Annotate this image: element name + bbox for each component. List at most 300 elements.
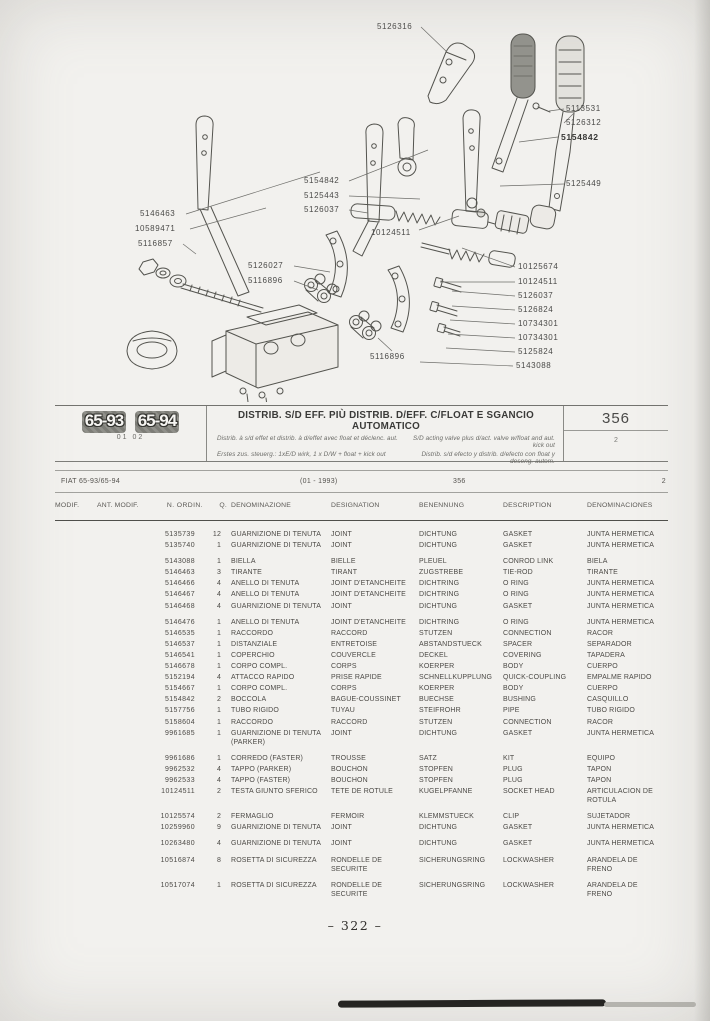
- cell-it: ANELLO DI TENUTA: [231, 618, 300, 626]
- cell-fr: ENTRETOISE: [331, 640, 378, 648]
- column-header: DENOMINACIONES: [587, 502, 653, 509]
- cell-de: STOPFEN: [419, 776, 453, 784]
- cell-de: DICHTUNG: [419, 531, 458, 538]
- cell-ant: [97, 651, 155, 660]
- column-header: DENOMINAZIONE: [231, 502, 291, 509]
- cell-q: 1: [216, 651, 221, 659]
- cell-modif: [55, 729, 97, 747]
- table-row: [55, 568, 668, 577]
- cell-n: 5146468: [164, 602, 195, 610]
- cell-q: 2: [216, 813, 221, 821]
- cell-es: JUNTA HERMETICA: [587, 542, 655, 550]
- part-number-callout: 5125449: [566, 179, 602, 188]
- cell-en: CLIP: [503, 813, 520, 821]
- cell-n: 10517074: [160, 881, 195, 889]
- cell-en: GASKET: [503, 602, 533, 610]
- cell-fr: CORPS: [331, 685, 357, 693]
- cell-modif: [55, 839, 97, 848]
- cell-it: DISTANZIALE: [231, 640, 278, 648]
- cell-modif: [55, 881, 97, 899]
- cell-de: DICHTRING: [419, 618, 460, 626]
- part-number-callout: 5143088: [516, 361, 552, 370]
- cell-ant: [97, 754, 155, 763]
- cell-fr: JOINT: [331, 531, 352, 538]
- cell-modif: [55, 718, 97, 727]
- part-number-callout: 5126037: [304, 205, 340, 214]
- cell-ant: [97, 729, 155, 747]
- cell-fr: TIRANT: [331, 569, 358, 577]
- cell-it: CORPO COMPL.: [231, 685, 288, 693]
- cell-fr: JOINT D'ETANCHEITE: [331, 591, 406, 599]
- cell-fr: COUVERCLE: [331, 651, 376, 659]
- subtitle-fr: Distrib. à s/d effet et distrib. à d/effet avec float et déclenc. aut.: [217, 435, 398, 442]
- cell-modif: [55, 765, 97, 774]
- table-row: [55, 579, 668, 588]
- cell-en: CONNECTION: [503, 629, 552, 637]
- table-row: [55, 640, 668, 649]
- cell-modif: [55, 812, 97, 821]
- cell-en: BODY: [503, 663, 524, 671]
- cell-fr: BOUCHON: [331, 776, 368, 784]
- cell-it: COPERCHIO: [231, 651, 275, 659]
- cell-ant: [97, 823, 155, 832]
- cell-q: 9: [216, 824, 221, 832]
- cell-fr: CORPS: [331, 663, 357, 671]
- cell-q: 1: [216, 542, 221, 550]
- cell-es: CUERPO: [587, 663, 618, 671]
- table-row: [55, 839, 668, 848]
- diagram-line-art: [0, 0, 710, 402]
- part-number-callout: 5125443: [304, 191, 340, 200]
- cell-q: 1: [216, 881, 221, 889]
- table-row: [55, 530, 668, 539]
- edition-small: 2: [661, 478, 666, 485]
- cell-ant: [97, 640, 155, 649]
- cell-en: PLUG: [503, 776, 523, 784]
- cell-ant: [97, 557, 155, 566]
- subtitle-de: Erstes zus. steuerg.: 1xE/D wirk, 1 x D/W + float + kick out: [217, 451, 386, 458]
- cell-modif: [55, 856, 97, 874]
- cell-modif: [55, 823, 97, 832]
- cell-it: RACCORDO: [231, 629, 274, 637]
- table-row: [55, 729, 668, 747]
- cell-n: 5157756: [164, 707, 195, 715]
- cell-es: ARANDELA DE FRENO: [587, 856, 638, 873]
- part-number-callout: 10125674: [518, 262, 559, 271]
- cell-ant: [97, 530, 155, 539]
- cell-n: 5154667: [164, 685, 195, 693]
- cell-es: EMPALME RAPIDO: [587, 674, 652, 682]
- column-header: MODIF.: [55, 502, 80, 509]
- model-code-stencil: 65-93: [82, 411, 126, 433]
- cell-ant: [97, 812, 155, 821]
- cell-it: BIELLA: [231, 558, 256, 566]
- cell-es: TUBO RIGIDO: [587, 707, 635, 715]
- cell-en: BODY: [503, 685, 524, 693]
- part-number-callout: 5125824: [518, 347, 554, 356]
- table-row: [55, 590, 668, 599]
- edition-number: 2: [614, 437, 618, 444]
- part-number-callout: 5116896: [248, 276, 283, 285]
- cell-en: PIPE: [503, 707, 520, 715]
- cell-es: CASQUILLO: [587, 696, 629, 704]
- table-row: [55, 787, 668, 805]
- part-number-callout: 5154842: [304, 176, 340, 185]
- model-label: FIAT 65-93/65-94: [61, 478, 121, 485]
- cell-modif: [55, 590, 97, 599]
- cell-de: SICHERUNGSRING: [419, 881, 486, 889]
- cell-modif: [55, 673, 97, 682]
- part-number-callout: 5116896: [370, 352, 405, 361]
- cell-ant: [97, 706, 155, 715]
- table-row: [55, 765, 668, 774]
- cell-ant: [97, 629, 155, 638]
- cell-ant: [97, 602, 155, 611]
- column-header: DESCRIPTION: [503, 502, 552, 509]
- cell-fr: TROUSSE: [331, 754, 366, 762]
- cell-q: 2: [216, 696, 221, 704]
- cell-it: GUARNIZIONE DI TENUTA: [231, 602, 322, 610]
- cell-ant: [97, 776, 155, 785]
- cell-ant: [97, 673, 155, 682]
- subtitle-es: Distrib. s/d efecto y distrib. d/efecto con float y deseng. autom.: [421, 451, 555, 465]
- cell-en: GASKET: [503, 824, 533, 832]
- cell-n: 9961685: [164, 729, 195, 737]
- cell-n: 9962532: [164, 765, 195, 773]
- cell-n: 5158604: [164, 718, 195, 726]
- part-number-callout: 10734301: [518, 333, 559, 342]
- cell-q: 1: [216, 707, 221, 715]
- cell-ant: [97, 568, 155, 577]
- cell-en: PLUG: [503, 765, 523, 773]
- cell-it: GUARNIZIONE DI TENUTA: [231, 531, 322, 538]
- cell-it: ROSETTA DI SICUREZZA: [231, 881, 317, 889]
- cell-it: ANELLO DI TENUTA: [231, 591, 300, 599]
- cell-q: 4: [216, 674, 221, 682]
- cell-modif: [55, 776, 97, 785]
- cell-ant: [97, 579, 155, 588]
- cell-es: EQUIPO: [587, 754, 616, 762]
- table-row: [55, 881, 668, 899]
- cell-modif: [55, 557, 97, 566]
- cell-n: 5135739: [164, 531, 195, 538]
- cell-en: KIT: [503, 754, 515, 762]
- cell-en: SPACER: [503, 640, 533, 648]
- cell-q: 1: [216, 640, 221, 648]
- part-number-callout: 5126027: [248, 261, 284, 270]
- cell-es: TAPON: [587, 765, 612, 773]
- cell-ant: [97, 787, 155, 805]
- cell-fr: BOUCHON: [331, 765, 368, 773]
- scan-artifact-bar-light: [604, 1002, 696, 1007]
- cell-n: 5143088: [164, 558, 195, 566]
- cell-n: 10259960: [160, 824, 195, 832]
- cell-fr: JOINT: [331, 824, 352, 832]
- column-header: BENENNUNG: [419, 502, 465, 509]
- cell-fr: RONDELLE DE SECURITE: [331, 856, 383, 873]
- part-number-callout: 5126824: [518, 305, 554, 314]
- cell-it: GUARNIZIONE DI TENUTA (PARKER): [231, 729, 321, 746]
- cell-q: 4: [216, 580, 221, 588]
- model-code-sub: 01 02: [116, 433, 145, 441]
- cell-modif: [55, 602, 97, 611]
- scan-artifact-bar: [338, 999, 606, 1007]
- cell-n: 10124511: [161, 788, 195, 796]
- part-number-callout: 5154842: [561, 132, 599, 142]
- column-header: ANT. MODIF.: [97, 502, 139, 509]
- cell-modif: [55, 640, 97, 649]
- table-row: [55, 812, 668, 821]
- subtitle-en: S/D acting valve plus d/act. valve w/float and aut. kick out: [413, 435, 555, 449]
- cell-fr: TETE DE ROTULE: [331, 788, 393, 796]
- table-row: [55, 706, 668, 715]
- cell-de: KUGELPFANNE: [419, 788, 473, 796]
- cell-fr: JOINT D'ETANCHEITE: [331, 580, 406, 588]
- cell-it: CORREDO (FASTER): [231, 754, 304, 762]
- cell-it: CORPO COMPL.: [231, 663, 288, 671]
- cell-es: ARTICULACION DE ROTULA: [587, 788, 653, 805]
- cell-n: 5146535: [164, 629, 195, 637]
- table-row: [55, 618, 668, 627]
- cell-q: 12: [212, 531, 221, 538]
- part-number-callout: 10124511: [518, 277, 558, 286]
- part-number-callout: 5126037: [518, 291, 554, 300]
- cell-n: 5154842: [164, 696, 195, 704]
- cell-q: 1: [216, 618, 221, 626]
- table-row: [55, 856, 668, 874]
- cell-de: DICHTUNG: [419, 729, 458, 737]
- part-number-callout: 10734301: [518, 319, 559, 328]
- cell-en: O RING: [503, 580, 529, 588]
- cell-n: 10516874: [160, 856, 195, 864]
- cell-es: JUNTA HERMETICA: [587, 591, 655, 599]
- cell-ant: [97, 839, 155, 848]
- model-code-stencil: 65-94: [135, 411, 179, 433]
- cell-it: TAPPO (FASTER): [231, 776, 291, 784]
- cell-n: 5135740: [164, 542, 195, 550]
- cell-fr: JOINT D'ETANCHEITE: [331, 618, 406, 626]
- cell-modif: [55, 629, 97, 638]
- table-row: [55, 754, 668, 763]
- table-row: [55, 602, 668, 611]
- cell-it: ATTACCO RAPIDO: [231, 674, 295, 682]
- cell-en: LOCKWASHER: [503, 856, 555, 864]
- parts-diagram: [0, 0, 710, 402]
- cell-ant: [97, 684, 155, 693]
- table-row: [55, 629, 668, 638]
- cell-de: DICHTRING: [419, 580, 460, 588]
- cell-en: LOCKWASHER: [503, 881, 555, 889]
- cell-ant: [97, 695, 155, 704]
- cell-de: ABSTANDSTUECK: [419, 640, 482, 648]
- cell-es: ARANDELA DE FRENO: [587, 881, 638, 898]
- cell-n: 5146463: [164, 569, 195, 577]
- model-code-box: [55, 406, 207, 461]
- section-subtitles: [217, 435, 555, 465]
- cell-fr: FERMOIR: [331, 813, 365, 821]
- cell-q: 8: [216, 856, 221, 864]
- cell-en: QUICK-COUPLING: [503, 674, 567, 682]
- cell-fr: BIELLE: [331, 558, 356, 566]
- cell-es: JUNTA HERMETICA: [587, 840, 655, 848]
- cell-en: O RING: [503, 618, 529, 626]
- cell-fr: JOINT: [331, 542, 352, 550]
- cell-de: ZUGSTREBE: [419, 569, 464, 577]
- cell-en: GASKET: [503, 840, 533, 848]
- cell-es: CUERPO: [587, 685, 618, 693]
- cell-n: 5146537: [164, 640, 195, 648]
- cell-q: 4: [216, 602, 221, 610]
- cell-en: GASKET: [503, 542, 533, 550]
- cell-n: 5146541: [164, 651, 195, 659]
- table-row: [55, 718, 668, 727]
- cell-de: KLEMMSTUECK: [419, 813, 474, 821]
- cell-es: SUJETADOR: [587, 813, 631, 821]
- cell-q: 4: [216, 591, 221, 599]
- table-row: [55, 662, 668, 671]
- cell-q: 1: [216, 663, 221, 671]
- cell-it: TAPPO (PARKER): [231, 765, 292, 773]
- cell-de: STUTZEN: [419, 629, 453, 637]
- cell-de: SICHERUNGSRING: [419, 856, 486, 864]
- cell-q: 1: [216, 629, 221, 637]
- table-row: [55, 776, 668, 785]
- cell-n: 10263480: [160, 840, 195, 848]
- table-row: [55, 695, 668, 704]
- cell-q: 4: [216, 776, 221, 784]
- cell-de: DECKEL: [419, 651, 448, 659]
- cell-de: SATZ: [419, 754, 437, 762]
- cell-fr: BAGUE-COUSSINET: [331, 696, 401, 704]
- cell-modif: [55, 706, 97, 715]
- table-row: [55, 684, 668, 693]
- cell-n: 5146476: [164, 618, 195, 626]
- cell-n: 9961686: [164, 754, 195, 762]
- cell-ant: [97, 856, 155, 874]
- section-title-box: [207, 406, 563, 465]
- header-band: [55, 405, 668, 465]
- cell-it: GUARNIZIONE DI TENUTA: [231, 840, 322, 848]
- page-ref-box: [563, 406, 668, 461]
- cell-en: SOCKET HEAD: [503, 788, 555, 796]
- subheader-row: [55, 470, 668, 492]
- cell-q: 2: [216, 788, 221, 796]
- cell-q: 1: [216, 718, 221, 726]
- cell-it: ROSETTA DI SICUREZZA: [231, 856, 317, 864]
- cell-de: STOPFEN: [419, 765, 453, 773]
- cell-de: PLEUEL: [419, 558, 447, 566]
- cell-modif: [55, 541, 97, 550]
- cell-n: 5152194: [164, 674, 195, 682]
- table-row: [55, 651, 668, 660]
- section-title: DISTRIB. S/D EFF. PIÙ DISTRIB. D/EFF. C/FLOAT E SGANCIO AUTOMATICO: [237, 410, 535, 432]
- cell-it: GUARNIZIONE DI TENUTA: [231, 824, 322, 832]
- cell-n: 9962533: [164, 776, 195, 784]
- cell-ant: [97, 765, 155, 774]
- table-row: [55, 557, 668, 566]
- cell-es: JUNTA HERMETICA: [587, 580, 655, 588]
- cell-fr: RACCORD: [331, 629, 368, 637]
- cell-modif: [55, 787, 97, 805]
- cell-de: KOERPER: [419, 663, 455, 671]
- cell-de: STEIFROHR: [419, 707, 461, 715]
- cell-n: 5146466: [164, 580, 195, 588]
- cell-modif: [55, 530, 97, 539]
- cell-ant: [97, 718, 155, 727]
- cell-de: SCHNELLKUPPLUNG: [419, 674, 493, 682]
- cell-n: 5146678: [164, 663, 195, 671]
- cell-en: CONROD LINK: [503, 558, 554, 566]
- part-number-callout: 5116857: [138, 239, 173, 248]
- cell-es: JUNTA HERMETICA: [587, 824, 655, 832]
- cell-es: JUNTA HERMETICA: [587, 618, 655, 626]
- cell-modif: [55, 618, 97, 627]
- table-row: [55, 823, 668, 832]
- cell-en: GASKET: [503, 531, 533, 538]
- part-number-callout: 10589471: [135, 224, 176, 233]
- column-header: Q.: [219, 502, 227, 509]
- cell-fr: RONDELLE DE SECURITE: [331, 881, 383, 898]
- cell-es: JUNTA HERMETICA: [587, 531, 655, 538]
- cell-it: FERMAGLIO: [231, 813, 274, 821]
- cell-it: ANELLO DI TENUTA: [231, 580, 300, 588]
- table-row: [55, 541, 668, 550]
- cell-fr: JOINT: [331, 840, 352, 848]
- cell-q: 3: [216, 569, 221, 577]
- cell-es: RACOR: [587, 718, 614, 726]
- date-range: (01 - 1993): [300, 478, 338, 485]
- cell-modif: [55, 568, 97, 577]
- cell-it: TIRANTE: [231, 569, 262, 577]
- cell-ant: [97, 590, 155, 599]
- cell-ant: [97, 662, 155, 671]
- cell-modif: [55, 651, 97, 660]
- cell-it: TUBO RIGIDO: [231, 707, 279, 715]
- cell-en: GASKET: [503, 729, 533, 737]
- page-ref-small: 356: [453, 478, 466, 485]
- cell-ant: [97, 618, 155, 627]
- cell-de: STUTZEN: [419, 718, 453, 726]
- table-row: [55, 673, 668, 682]
- cell-de: DICHTUNG: [419, 542, 458, 550]
- cell-it: BOCCOLA: [231, 696, 267, 704]
- cell-de: DICHTUNG: [419, 602, 458, 610]
- cell-en: TIE-ROD: [503, 569, 533, 577]
- cell-modif: [55, 684, 97, 693]
- cell-modif: [55, 754, 97, 763]
- cell-q: 1: [216, 685, 221, 693]
- cell-fr: RACCORD: [331, 718, 368, 726]
- cell-es: SEPARADOR: [587, 640, 632, 648]
- cell-q: 1: [216, 729, 221, 737]
- cell-ant: [97, 881, 155, 899]
- cell-de: BUECHSE: [419, 696, 454, 704]
- part-number-callout: 5126312: [566, 118, 602, 127]
- cell-q: 1: [216, 754, 221, 762]
- cell-n: 5146467: [164, 591, 195, 599]
- cell-es: TIRANTE: [587, 569, 618, 577]
- cell-fr: JOINT: [331, 729, 352, 737]
- part-number-callout: 5113531: [566, 104, 601, 113]
- cell-modif: [55, 662, 97, 671]
- cell-es: JUNTA HERMETICA: [587, 729, 655, 737]
- cell-es: TAPON: [587, 776, 612, 784]
- cell-n: 10125574: [160, 813, 195, 821]
- cell-it: GUARNIZIONE DI TENUTA: [231, 542, 322, 550]
- cell-en: COVERING: [503, 651, 542, 659]
- cell-en: CONNECTION: [503, 718, 552, 726]
- cell-ant: [97, 541, 155, 550]
